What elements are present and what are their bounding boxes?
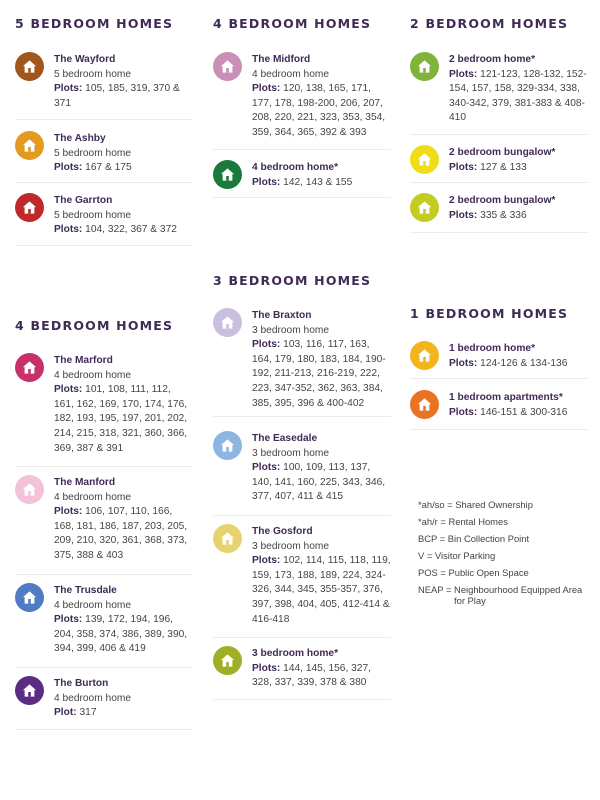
house-icon — [213, 524, 242, 553]
home-midford[interactable] — [213, 53, 391, 150]
house-icon — [213, 431, 242, 460]
home-gosford[interactable] — [213, 525, 391, 638]
plots-label: Plots: — [449, 406, 478, 418]
home-name: The Marford — [54, 355, 113, 366]
home-type: 3 bedroom home — [252, 447, 330, 459]
home-type: 4 bedroom home — [54, 491, 132, 503]
plots-list: 105, 185, 319, 370 & 371 — [54, 83, 180, 109]
plots-label: Plots: — [252, 83, 281, 95]
section-title: 4 BEDROOM HOMES — [213, 16, 372, 31]
section-title: 4 BEDROOM HOMES — [15, 318, 174, 333]
plots-list: 167 & 175 — [85, 162, 132, 174]
home-manford[interactable] — [15, 476, 193, 575]
home-2-bedroom-star[interactable] — [410, 53, 588, 135]
house-icon — [213, 160, 242, 189]
home-burton[interactable] — [15, 677, 193, 730]
plots-label: Plots: — [54, 506, 83, 518]
plots-label: Plots: — [54, 162, 83, 174]
plots-list: 103, 116, 117, 163, 164, 179, 180, 183, 184, 190-192, 211-213, 216-219, 222, 223, 347-352, 362, 363, 384, 385, 395, 396 & 400-402 — [252, 339, 386, 409]
plots-label: Plots: — [54, 384, 83, 396]
home-wayford[interactable] — [15, 53, 193, 120]
home-name: The Trusdale — [54, 585, 117, 596]
house-icon — [410, 390, 439, 419]
section-1-bedroom — [410, 306, 588, 418]
plots-list: 124-126 & 134-136 — [480, 357, 568, 369]
plots-list: 120, 138, 165, 171, 177, 178, 198-200, 206, 207, 208, 220, 221, 323, 353, 354, 359, 364, 365, 392 & 393 — [252, 83, 386, 138]
section-title: 2 BEDROOM HOMES — [410, 16, 569, 31]
home-type: 4 bedroom home — [54, 692, 132, 704]
plots-label: Plots: — [54, 224, 83, 236]
home-name: The Midford — [252, 54, 311, 65]
home-name: The Garrton — [54, 195, 113, 206]
home-ashby[interactable] — [15, 132, 193, 183]
home-garrton[interactable] — [15, 194, 193, 246]
plots-label: Plots: — [54, 614, 83, 626]
plots-label: Plots: — [449, 161, 478, 173]
house-icon — [15, 676, 44, 705]
home-type: 5 bedroom home — [54, 68, 132, 80]
home-easedale[interactable] — [213, 432, 391, 516]
home-4-bedroom-star[interactable] — [213, 161, 391, 198]
plots-list: 106, 107, 110, 166, 168, 181, 186, 187, 203, 205, 209, 210, 320, 361, 368, 373, 375, 388 & 403 — [54, 506, 188, 561]
section-3-bedroom — [213, 273, 391, 689]
plots-list: 146-151 & 300-316 — [480, 406, 568, 418]
home-name: 2 bedroom home* — [449, 54, 536, 65]
home-3-bedroom-star[interactable] — [213, 647, 391, 700]
plots-label: Plots: — [449, 209, 478, 221]
section-5-bedroom — [15, 16, 193, 236]
plots-list: 142, 143 & 155 — [283, 176, 353, 188]
home-name: The Burton — [54, 678, 109, 689]
home-trusdale[interactable] — [15, 584, 193, 668]
home-name: 3 bedroom home* — [252, 648, 339, 659]
plots-list: 100, 109, 113, 137, 140, 141, 160, 225, 343, 346, 377, 407, 411 & 415 — [252, 462, 386, 503]
home-name: The Manford — [54, 477, 116, 488]
section-2-bedroom — [410, 16, 588, 221]
house-icon — [213, 646, 242, 675]
plots-label: Plot: — [54, 707, 77, 719]
plots-list: 102, 114, 115, 118, 119, 159, 173, 188, 189, 224, 324-326, 344, 345, 355-357, 376, 397, 398, 404, 405, 412-414 & 416-418 — [252, 555, 391, 625]
home-braxton[interactable] — [213, 309, 391, 417]
house-icon — [410, 145, 439, 174]
section-title: 3 BEDROOM HOMES — [213, 273, 372, 288]
home-name: The Wayford — [54, 54, 116, 65]
legend-item: *ah/so = Shared Ownership — [418, 499, 533, 510]
house-icon — [15, 353, 44, 382]
home-name: 2 bedroom bungalow* — [449, 195, 556, 206]
section-title: 1 BEDROOM HOMES — [410, 306, 569, 321]
home-type: 3 bedroom home — [252, 540, 330, 552]
house-icon — [410, 341, 439, 370]
plots-list: 121-123, 128-132, 152-154, 157, 158, 329-334, 338, 340-342, 379, 381-383 & 408-410 — [449, 68, 587, 124]
legend-item: V = Visitor Parking — [418, 550, 496, 561]
home-name: 2 bedroom bungalow* — [449, 147, 556, 158]
plots-list: 317 — [79, 707, 97, 719]
plots-list: 101, 108, 111, 112, 161, 162, 169, 170, 174, 176, 182, 193, 195, 197, 201, 202, 214, 215, 318, 321, 360, 366, 369, 387 & 391 — [54, 384, 188, 454]
plots-list: 144, 145, 156, 327, 328, 337, 339, 378 & 380 — [252, 662, 371, 689]
house-icon — [410, 193, 439, 222]
house-icon — [410, 52, 439, 81]
home-name: The Gosford — [252, 526, 313, 537]
home-marford[interactable] — [15, 354, 193, 467]
home-type: 5 bedroom home — [54, 209, 132, 221]
plots-label: Plots: — [252, 176, 281, 188]
legend-item: NEAP = Neighbourhood Equipped Area for Play — [418, 584, 583, 606]
bungalow-2-bedroom-1[interactable] — [410, 146, 588, 183]
house-icon — [15, 131, 44, 160]
home-type: 5 bedroom home — [54, 147, 132, 159]
home-name: 1 bedroom apartments* — [449, 392, 563, 403]
house-icon — [213, 308, 242, 337]
plots-list: 104, 322, 367 & 372 — [85, 224, 177, 236]
home-type: 4 bedroom home — [252, 68, 330, 80]
plots-list: 127 & 133 — [480, 161, 527, 173]
home-type: 4 bedroom home — [54, 599, 132, 611]
home-name: 1 bedroom home* — [449, 343, 536, 354]
house-icon — [213, 52, 242, 81]
plots-label: Plots: — [252, 462, 281, 474]
home-name: The Braxton — [252, 310, 312, 321]
abbreviation-legend — [418, 496, 588, 606]
home-name: The Ashby — [54, 133, 106, 144]
house-icon — [15, 583, 44, 612]
house-icon — [15, 193, 44, 222]
bungalow-2-bedroom-2[interactable] — [410, 194, 588, 233]
plots-label: Plots: — [252, 339, 281, 351]
house-icon — [15, 475, 44, 504]
plots-label: Plots: — [54, 83, 83, 95]
section-title: 5 BEDROOM HOMES — [15, 16, 174, 31]
section-4-bedroom-bottom — [15, 318, 193, 719]
plots-list: 139, 172, 194, 196, 204, 358, 374, 386, 389, 390, 394, 399, 406 & 419 — [54, 614, 188, 655]
plots-label: Plots: — [252, 662, 281, 674]
home-name: The Easedale — [252, 433, 318, 444]
home-1-bedroom-star[interactable] — [410, 342, 588, 379]
home-type: 3 bedroom home — [252, 324, 330, 336]
home-type: 4 bedroom home — [54, 369, 132, 381]
legend-item: *ah/r = Rental Homes — [418, 516, 508, 527]
plots-label: Plots: — [252, 555, 281, 567]
section-4-bedroom-top — [213, 16, 391, 188]
home-name: 4 bedroom home* — [252, 162, 339, 173]
house-icon — [15, 52, 44, 81]
legend-item: BCP = Bin Collection Point — [418, 533, 530, 544]
apartments-1-bedroom-star[interactable] — [410, 391, 588, 430]
plots-list: 335 & 336 — [480, 209, 527, 221]
plots-label: Plots: — [449, 357, 478, 369]
plots-label: Plots: — [449, 68, 478, 80]
legend-item: POS = Public Open Space — [418, 567, 529, 578]
